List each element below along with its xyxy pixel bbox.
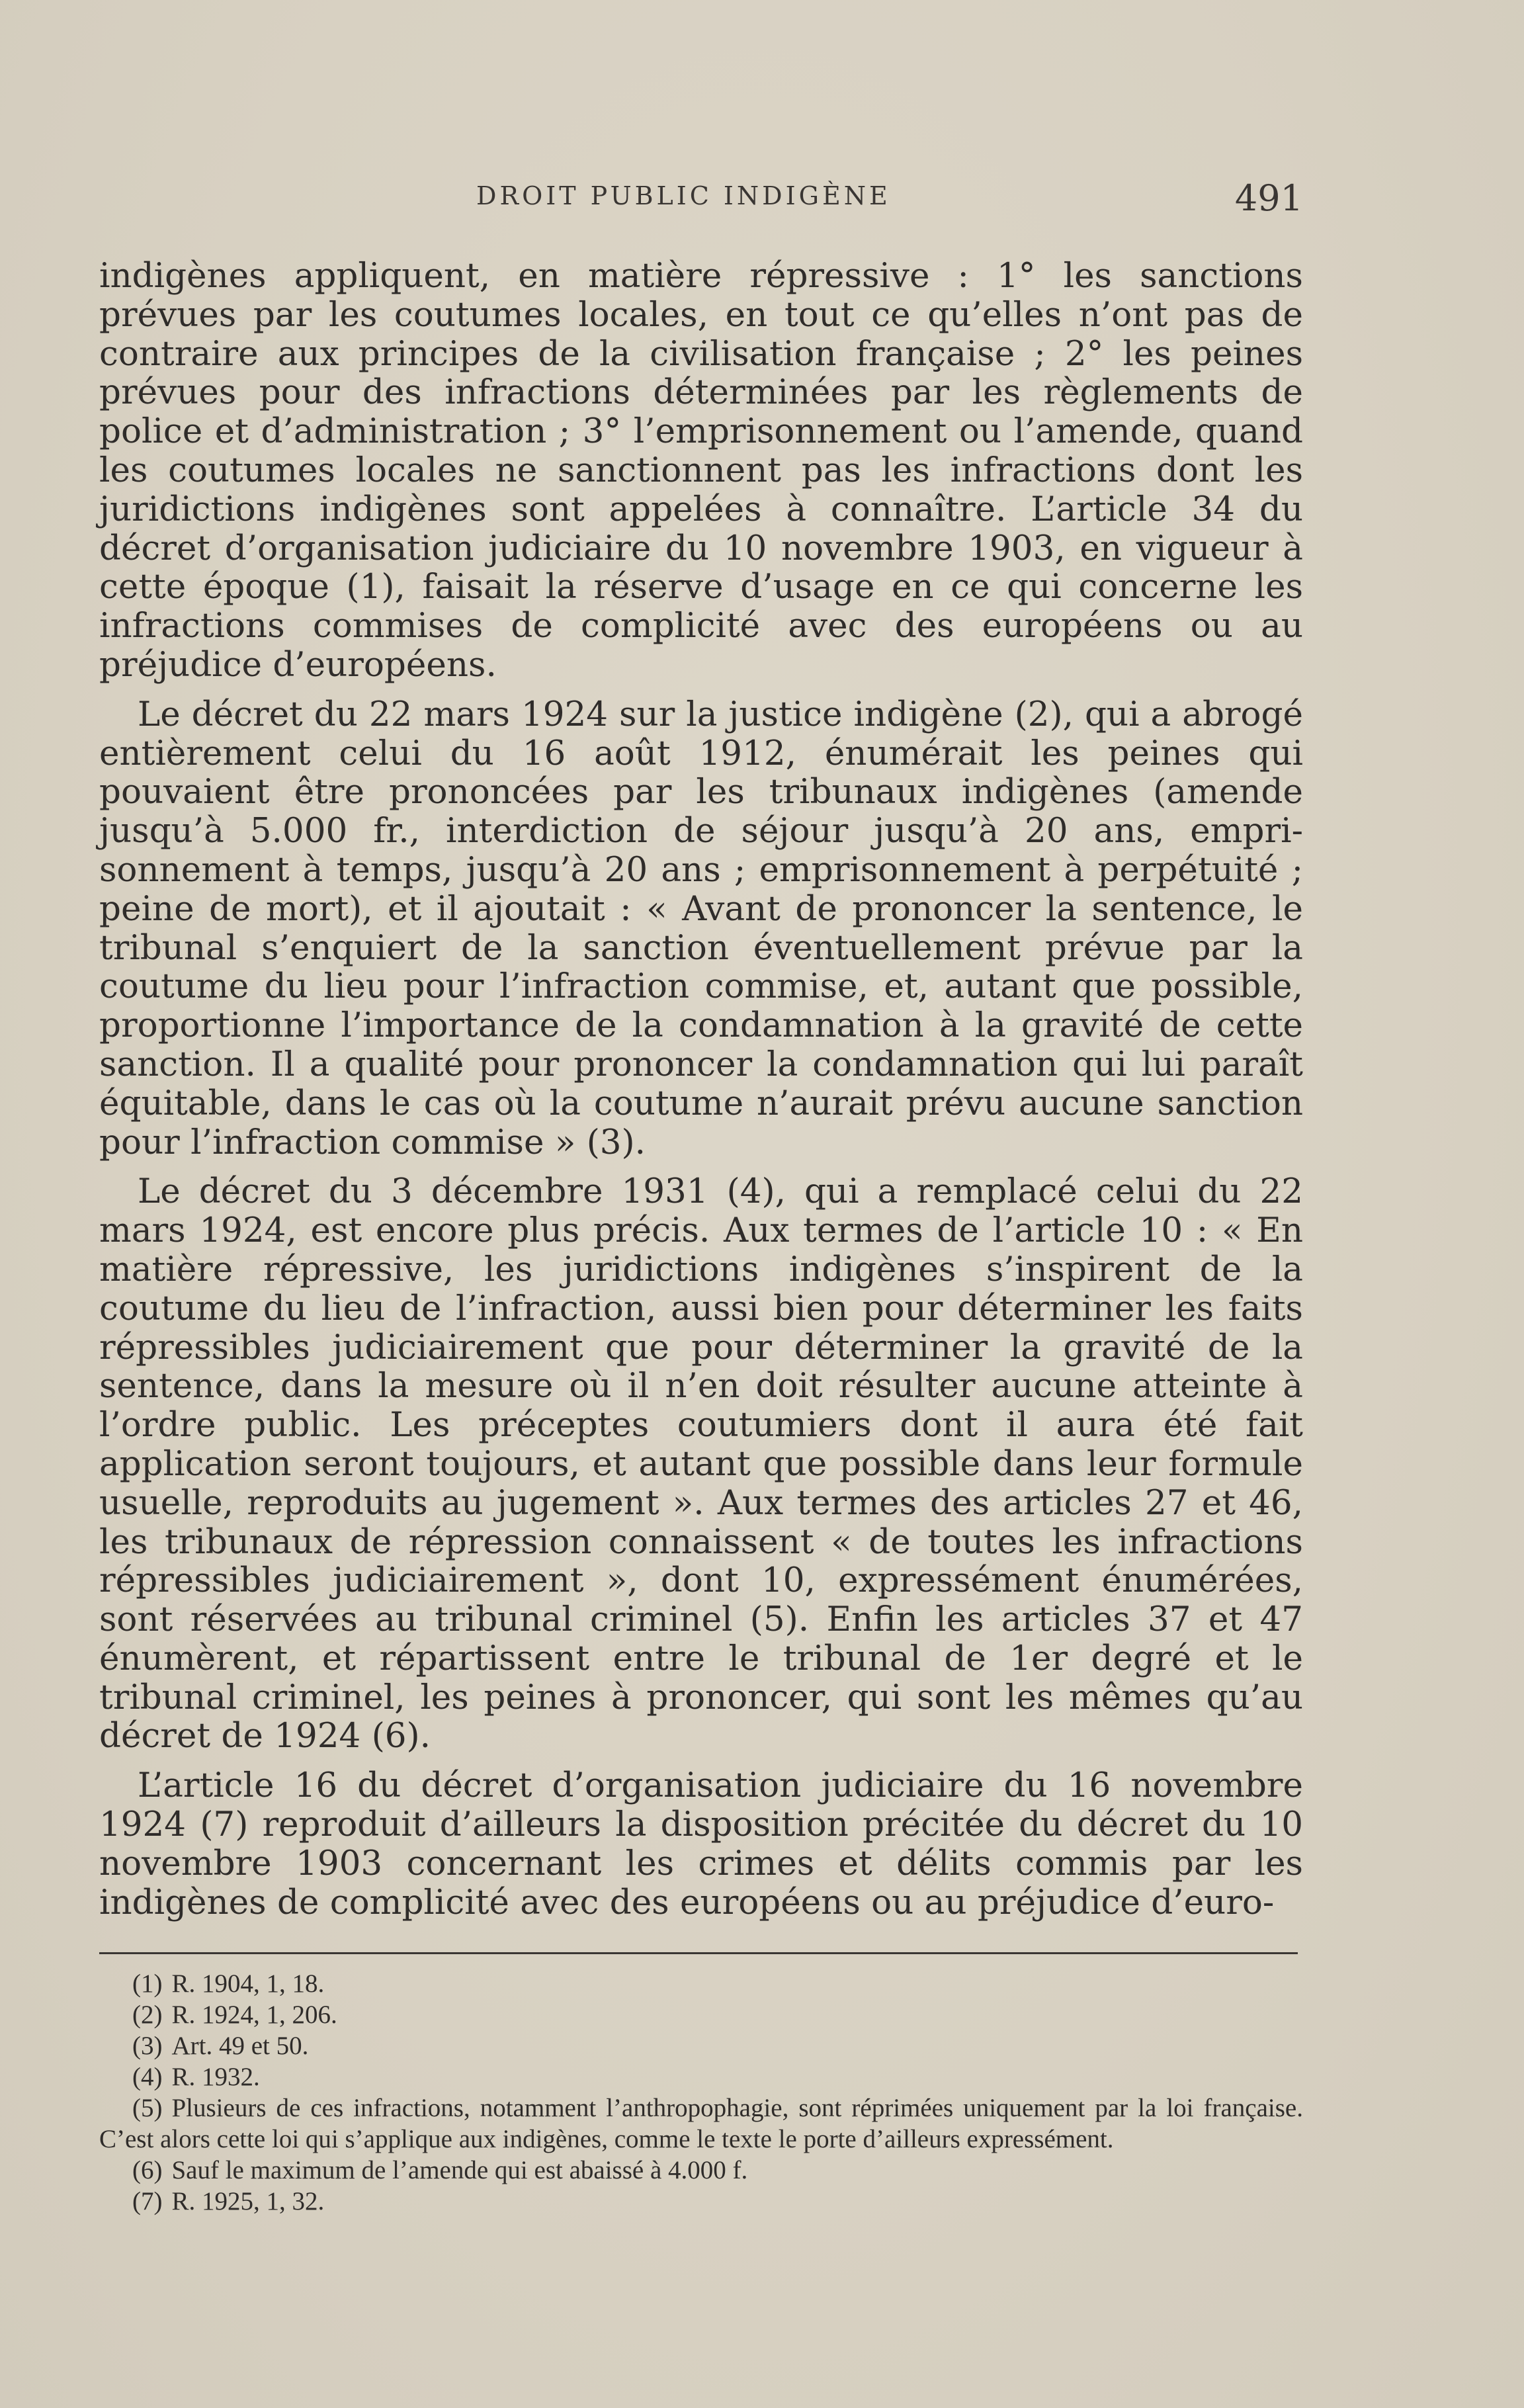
footnote-text: Sauf le maximum de l’amende qui est abaissé à 4.000 f. [171,2156,748,2184]
footnote-5 [99,2092,1303,2155]
body-text [99,257,1303,1932]
paragraph-3: Le décret du 3 décembre 1931 (4), qui a remplacé celui du 22 mars 1924, est encore plus précis. Aux termes de l’article 10 : « En matière répressive, les juridictions indigènes s’inspirent de la coutume du lieu de l’infraction, aussi bien pour déterminer les faits répressibles judiciairement que pour déterminer la gravité de la sentence, dans la mesure où il n’en doit résulter aucune atteinte à l’ordre public. Les préceptes coutumiers dont il aura été fait application seront toujours, et autant que possible dans leur formule usuelle, reproduits au jugement ». Aux termes des articles 27 et 46, les tribunaux de répression connaissent « de toutes les infractions répressibles judiciairement », dont 10, expressément énumérées, sont réservées au tribunal criminel (5). Enfin les articles 37 et 47 énumèrent, et répartissent entre le tribunal de 1er degré et le tribunal criminel, les peines à prononcer, qui sont les mêmes qu’au décret de 1924 (6). [99,1172,1303,1756]
footnote-text: Plusieurs de ces infractions, notamment l’anthropophagie, sont réprimées uniquement par la loi française. C’est alors cette loi qui s’applique aux indigènes, comme le texte le porte d’ailleurs expressément. [99,2094,1303,2153]
footnote-text: R. 1932. [171,2063,260,2091]
footnote-text: R. 1924, 1, 206. [171,2000,337,2029]
footnote-rule [99,1952,1298,1954]
footnote-number: (1) [132,1969,163,1998]
footnote-number: (5) [132,2094,163,2122]
paragraph-2: Le décret du 22 mars 1924 sur la justice indigène (2), qui a abrogé entièrement celui du 16 août 1912, énumérait les peines qui pouvaient être prononcées par les tribunaux indigènes (amende jusqu’à 5.000 fr., interdiction de séjour jusqu’à 20 ans, emprisonnement à temps, jusqu’à 20 ans ; emprisonnement à perpétuité ; peine de mort), et il ajoutait : « Avant de prononcer la sentence, le tribunal s’enquiert de la sanction éventuellement prévue par la coutume du lieu pour l’infraction commise, et, autant que possible, proportionne l’importance de la condamnation à la gravité de cette sanction. Il a qualité pour prononcer la condamnation qui lui paraît équitable, dans le cas où la coutume n’aurait prévu aucune sanction pour l’infraction commise » (3). [99,694,1303,1162]
footnote-number: (7) [132,2187,163,2215]
footnote-1 [99,1968,1303,1999]
footnote-2 [99,1999,1303,2030]
footnote-number: (3) [132,2032,163,2060]
paragraph-1: indigènes appliquent, en matière répressive : 1° les sanctions prévues par les coutumes locales, en tout ce qu’elles n’ont pas de contraire aux principes de la civilisation française ; 2° les peines prévues pour des infractions déterminées par les règlements de police et d’administration ; 3° l’emprisonnement ou l’amende, quand les coutumes locales ne sanctionnent pas les infractions dont les juridictions indigènes sont appelées à connaître. L’article 34 du décret d’organisation judiciaire du 10 novembre 1903, en vigueur à cette époque (1), faisait la réserve d’usage en ce qui concerne les infractions commises de complicité avec des européens ou au préjudice d’européens. [99,256,1303,685]
footnote-number: (2) [132,2000,163,2029]
footnote-text: R. 1925, 1, 32. [171,2187,325,2215]
footnote-text: Art. 49 et 50. [171,2032,309,2060]
footnote-number: (4) [132,2063,163,2091]
footnote-number: (6) [132,2156,163,2184]
footnote-7 [99,2186,1303,2217]
running-head: DROIT PUBLIC INDIGÈNE [476,181,891,210]
page-header [99,177,1303,230]
paragraph-4: L’article 16 du décret d’organisation judiciaire du 16 novembre 1924 (7) reproduit d’ailleurs la disposition précitée du décret du 10 novembre 1903 concernant les crimes et délits commis par les indigènes de complicité avec des européens ou au préjudice d’euro- [99,1766,1303,1922]
footnote-4 [99,2061,1303,2092]
page-number: 491 [1234,177,1303,219]
footnote-3 [99,2030,1303,2061]
footnotes [99,1968,1303,2217]
footnote-text: R. 1904, 1, 18. [171,1969,325,1998]
footnote-6 [99,2155,1303,2186]
